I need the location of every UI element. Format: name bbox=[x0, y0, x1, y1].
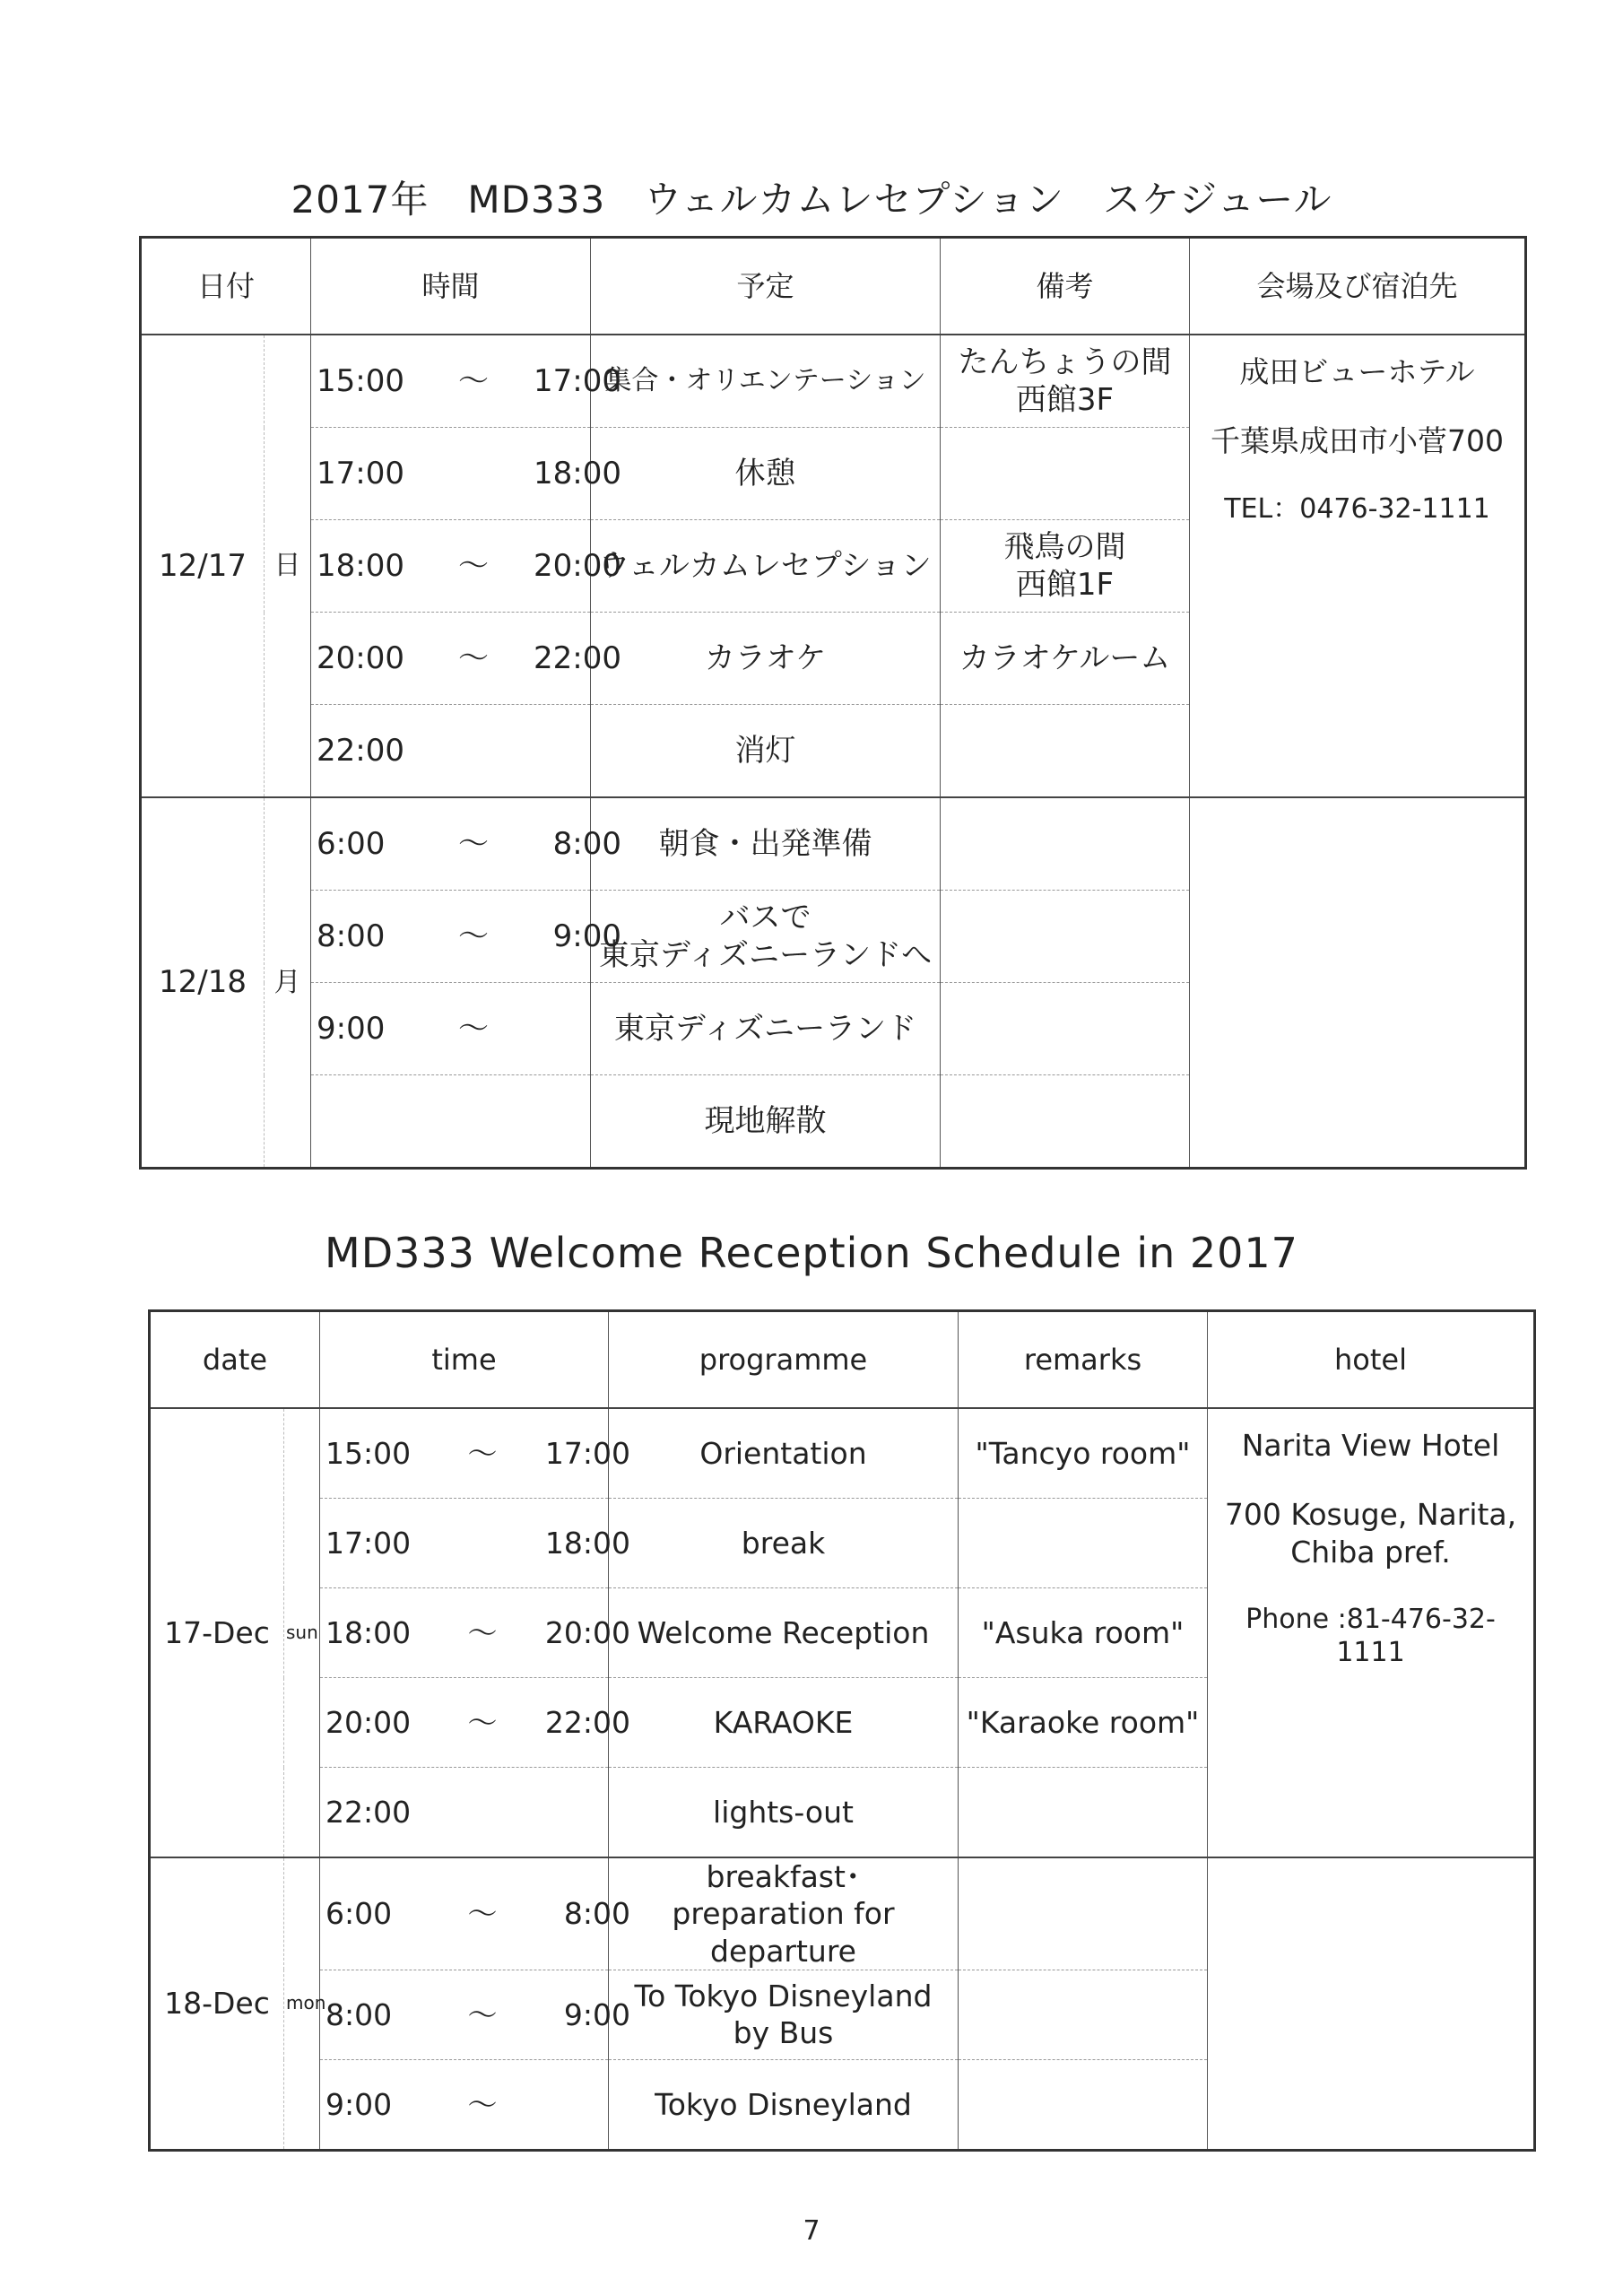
jp-remarks-cell: カラオケルーム bbox=[941, 613, 1190, 705]
en-schedule-table bbox=[148, 1309, 1536, 2152]
en-time-cell bbox=[320, 1768, 609, 1858]
en-time-start: 20:00 bbox=[325, 1704, 412, 1740]
jp-time-end: 8:00 bbox=[552, 825, 622, 862]
jp-hotel-cell-empty bbox=[1190, 797, 1526, 1169]
jp-time-cell bbox=[311, 891, 622, 983]
jp-time-start: 6:00 bbox=[317, 825, 386, 862]
jp-time-start: 17:00 bbox=[317, 455, 404, 491]
jp-remarks-cell bbox=[941, 1075, 1190, 1169]
en-programme-cell: KARAOKE bbox=[609, 1678, 959, 1768]
jp-time-cell bbox=[311, 428, 622, 520]
page-number: 7 bbox=[803, 2215, 820, 2247]
jp-programme-cell: ウェルカムレセプション bbox=[591, 520, 941, 613]
en-day2-weekday: mon bbox=[284, 1857, 320, 2150]
en-remarks-cell bbox=[959, 1768, 1208, 1858]
en-schedule-row bbox=[150, 1408, 1535, 1499]
jp-time-cell bbox=[311, 520, 622, 613]
jp-remarks-cell bbox=[941, 705, 1190, 798]
jp-header-time: 時間 bbox=[311, 238, 591, 335]
jp-time-start: 8:00 bbox=[317, 918, 386, 954]
en-programme-cell: lights-out bbox=[609, 1768, 959, 1858]
jp-schedule-title: 2017年 MD333 ウェルカムレセプション スケジュール bbox=[291, 178, 1332, 222]
en-time-start: 6:00 bbox=[325, 1896, 393, 1932]
en-time-separator: ～ bbox=[467, 1896, 498, 1932]
en-day1-weekday: sun bbox=[284, 1408, 320, 1857]
jp-time-end: 17:00 bbox=[534, 362, 622, 399]
en-programme-cell: break bbox=[609, 1499, 959, 1588]
en-header-programme: programme bbox=[609, 1311, 959, 1409]
en-time-cell bbox=[320, 2059, 609, 2150]
jp-time-start: 22:00 bbox=[317, 732, 404, 769]
en-time-start: 17:00 bbox=[325, 1525, 412, 1561]
jp-time-start: 9:00 bbox=[317, 1010, 386, 1047]
jp-time-separator: ～ bbox=[458, 825, 490, 862]
en-hotel-name: Narita View Hotel bbox=[1241, 1428, 1500, 1463]
jp-header-programme: 予定 bbox=[591, 238, 941, 335]
jp-programme-cell: バスで 東京ディズニーランドへ bbox=[591, 891, 941, 983]
jp-time-separator: ～ bbox=[458, 1010, 490, 1047]
jp-remarks-cell bbox=[941, 428, 1190, 520]
jp-hotel-name: 成田ビューホテル bbox=[1239, 354, 1475, 389]
en-header-row bbox=[150, 1311, 1535, 1409]
en-remarks-cell: "Tancyo room" bbox=[959, 1408, 1208, 1499]
en-time-cell bbox=[320, 1857, 630, 1970]
jp-hotel-address: 千葉県成田市小菅700 bbox=[1211, 423, 1505, 459]
jp-schedule-table bbox=[139, 236, 1527, 1170]
jp-remarks-cell bbox=[941, 891, 1190, 983]
jp-hotel-cell bbox=[1190, 335, 1526, 797]
jp-header-row bbox=[141, 238, 1526, 335]
jp-time-separator: ～ bbox=[458, 547, 490, 584]
en-remarks-cell bbox=[959, 1499, 1208, 1588]
en-header-remarks: remarks bbox=[959, 1311, 1208, 1409]
en-time-cell bbox=[320, 1588, 630, 1678]
en-programme-cell: breakfast･ preparation for departure bbox=[609, 1857, 959, 1970]
jp-header-hotel: 会場及び宿泊先 bbox=[1190, 238, 1526, 335]
en-time-cell bbox=[320, 1678, 630, 1768]
jp-time-end: 20:00 bbox=[534, 547, 622, 584]
jp-programme-cell: 休憩 bbox=[591, 428, 941, 520]
jp-programme-cell: 集合・オリエンテーション bbox=[591, 335, 941, 428]
en-time-end: 18:00 bbox=[544, 1525, 630, 1561]
jp-remarks-cell bbox=[941, 983, 1190, 1075]
en-day1-date: 17-Dec bbox=[150, 1408, 284, 1857]
jp-day1-weekday: 日 bbox=[265, 335, 311, 797]
en-time-end: 8:00 bbox=[563, 1896, 630, 1932]
en-time-end: 20:00 bbox=[544, 1614, 630, 1650]
jp-schedule-row bbox=[141, 335, 1526, 428]
jp-time-end: 18:00 bbox=[534, 455, 622, 491]
en-time-end: 9:00 bbox=[563, 1996, 630, 2032]
en-hotel-cell bbox=[1208, 1408, 1535, 1857]
jp-time-cell bbox=[311, 613, 622, 705]
en-remarks-cell bbox=[959, 1970, 1208, 2059]
jp-time-cell bbox=[311, 797, 622, 891]
en-header-time: time bbox=[320, 1311, 609, 1409]
jp-time-separator: ～ bbox=[458, 639, 490, 676]
en-time-separator: ～ bbox=[467, 2086, 498, 2122]
en-time-start: 15:00 bbox=[325, 1435, 412, 1471]
en-time-separator: ～ bbox=[467, 1704, 498, 1740]
en-time-start: 8:00 bbox=[325, 1996, 393, 2032]
jp-programme-cell: 東京ディズニーランド bbox=[591, 983, 941, 1075]
en-programme-cell: Welcome Reception bbox=[609, 1588, 959, 1678]
en-time-end: 17:00 bbox=[544, 1435, 630, 1471]
jp-remarks-cell bbox=[941, 797, 1190, 891]
jp-time-cell bbox=[311, 705, 591, 798]
en-hotel-address: 700 Kosuge, Narita, Chiba pref. bbox=[1224, 1497, 1517, 1570]
jp-hotel-phone: TEL：0476-32-1111 bbox=[1224, 492, 1490, 525]
en-hotel-cell-empty bbox=[1208, 1857, 1535, 2150]
en-remarks-cell bbox=[959, 1857, 1208, 1970]
en-time-start: 18:00 bbox=[325, 1614, 412, 1650]
en-day2-date: 18-Dec bbox=[150, 1857, 284, 2150]
jp-header-remarks: 備考 bbox=[941, 238, 1190, 335]
jp-time-start: 15:00 bbox=[317, 362, 404, 399]
en-time-separator: ～ bbox=[467, 1614, 498, 1650]
en-time-separator: ～ bbox=[467, 1435, 498, 1471]
en-time-separator: ～ bbox=[467, 1996, 498, 2032]
en-remarks-cell bbox=[959, 2059, 1208, 2150]
jp-remarks-cell: 飛鳥の間 西館1F bbox=[941, 520, 1190, 613]
jp-programme-cell: 朝食・出発準備 bbox=[591, 797, 941, 891]
en-schedule-row bbox=[150, 1857, 1535, 1970]
en-time-cell bbox=[320, 1408, 630, 1499]
en-hotel-phone: Phone :81-476-32-1111 bbox=[1245, 1603, 1496, 1669]
jp-programme-cell: 現地解散 bbox=[591, 1075, 941, 1169]
en-header-hotel: hotel bbox=[1208, 1311, 1535, 1409]
en-remarks-cell: "Karaoke room" bbox=[959, 1678, 1208, 1768]
en-programme-cell: Tokyo Disneyland bbox=[609, 2059, 959, 2150]
jp-time-separator: ～ bbox=[458, 362, 490, 399]
jp-time-end: 22:00 bbox=[534, 639, 622, 676]
en-programme-cell: Orientation bbox=[609, 1408, 959, 1499]
jp-programme-cell: 消灯 bbox=[591, 705, 941, 798]
jp-time-cell bbox=[311, 1075, 591, 1169]
jp-schedule-row bbox=[141, 797, 1526, 891]
jp-header-date: 日付 bbox=[141, 238, 311, 335]
jp-time-cell bbox=[311, 335, 622, 428]
en-programme-cell: To Tokyo Disneyland by Bus bbox=[609, 1970, 959, 2059]
en-time-cell bbox=[320, 1499, 630, 1588]
jp-time-cell bbox=[311, 983, 591, 1075]
en-time-end: 22:00 bbox=[544, 1704, 630, 1740]
en-time-cell bbox=[320, 1970, 630, 2059]
jp-time-separator: ～ bbox=[458, 918, 490, 954]
jp-time-start: 18:00 bbox=[317, 547, 404, 584]
en-remarks-cell: "Asuka room" bbox=[959, 1588, 1208, 1678]
jp-day2-date: 12/18 bbox=[141, 797, 265, 1169]
jp-time-end: 9:00 bbox=[552, 918, 622, 954]
jp-remarks-cell: たんちょうの間 西館3F bbox=[941, 335, 1190, 428]
en-header-date: date bbox=[150, 1311, 320, 1409]
jp-time-start: 20:00 bbox=[317, 639, 404, 676]
jp-programme-cell: カラオケ bbox=[591, 613, 941, 705]
jp-day1-date: 12/17 bbox=[141, 335, 265, 797]
en-time-start: 22:00 bbox=[325, 1794, 412, 1830]
en-schedule-title: MD333 Welcome Reception Schedule in 2017 bbox=[325, 1229, 1298, 1277]
en-time-start: 9:00 bbox=[325, 2086, 393, 2122]
jp-day2-weekday: 月 bbox=[265, 797, 311, 1169]
